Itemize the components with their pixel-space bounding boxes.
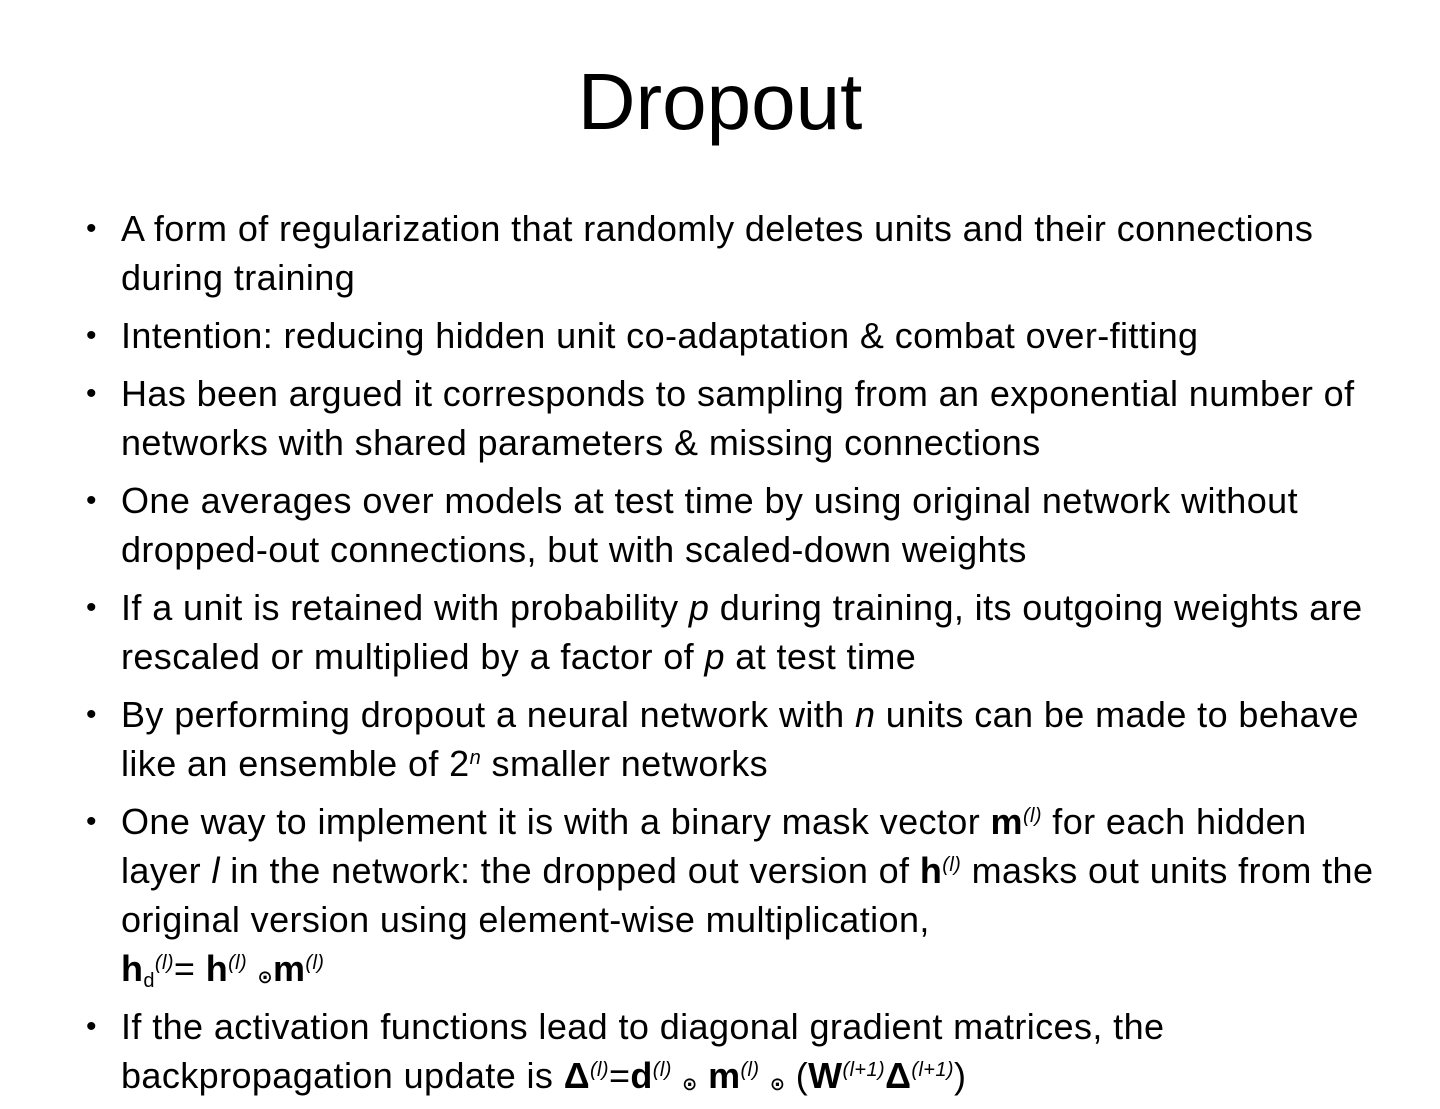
bullet-text: Has been argued it corresponds to sampling from an exponential number of networks with shared parameters & missing connections bbox=[121, 373, 1355, 463]
bullet-text: at test time bbox=[724, 636, 917, 677]
bullet-text: Intention: reducing hidden unit co-adaptation & combat over-fitting bbox=[121, 315, 1199, 356]
bullet-icon: • bbox=[86, 319, 97, 352]
bullet-text: during training, its outgoing weights are rescaled or multiplied by a factor of bbox=[121, 587, 1363, 677]
math-vector-m: m bbox=[990, 801, 1023, 842]
math-superscript-l-plus-1: (l+1) bbox=[842, 1059, 886, 1081]
math-vector-h: h bbox=[121, 948, 144, 989]
math-superscript-l: (l) bbox=[590, 1059, 609, 1081]
elementwise-product-icon: ⊙ bbox=[682, 1074, 698, 1094]
math-vector-m: m bbox=[708, 1055, 741, 1096]
math-superscript-l: (l) bbox=[652, 1059, 672, 1081]
bullet-item bbox=[86, 476, 1386, 574]
bullet-text: units can be made to behave like an ensemble of 2 bbox=[121, 694, 1359, 784]
bullet-text: for each hidden layer bbox=[121, 801, 1307, 891]
math-paren-open: ( bbox=[795, 1055, 809, 1096]
math-equals: = bbox=[608, 1055, 631, 1096]
math-superscript-l-plus-1: (l+1) bbox=[911, 1059, 954, 1081]
bullet-text: in the network: the dropped out version of bbox=[219, 850, 920, 891]
bullet-item bbox=[86, 690, 1386, 788]
math-var-l: l bbox=[211, 850, 220, 891]
math-var-n: n bbox=[854, 694, 876, 735]
bullet-item bbox=[86, 1002, 1386, 1100]
elementwise-product-icon: ⊙ bbox=[769, 1074, 786, 1094]
bullet-icon: • bbox=[86, 805, 97, 838]
slide-title: Dropout bbox=[577, 57, 863, 146]
math-delta: Δ bbox=[563, 1055, 590, 1096]
bullet-item bbox=[86, 204, 1386, 302]
bullet-item bbox=[86, 797, 1386, 993]
math-subscript-d: d bbox=[143, 970, 155, 992]
bullet-text: If a unit is retained with probability bbox=[121, 587, 689, 628]
math-paren-close: ) bbox=[953, 1055, 967, 1096]
bullet-text: One averages over models at test time by using original network without dropped-out connections, but with scaled-down weights bbox=[121, 480, 1298, 570]
bullet-list bbox=[86, 204, 1386, 1109]
math-equals: = bbox=[173, 948, 206, 989]
math-matrix-w: W bbox=[808, 1055, 843, 1096]
bullet-icon: • bbox=[86, 212, 97, 245]
math-var-p: p bbox=[688, 587, 710, 628]
bullet-item bbox=[86, 311, 1386, 360]
bullet-item bbox=[86, 369, 1386, 467]
bullet-text: masks out units from the original version using element-wise multiplication, bbox=[121, 850, 1374, 940]
bullet-icon: • bbox=[86, 484, 97, 517]
math-var-p: p bbox=[704, 636, 725, 677]
math-superscript-l: (l) bbox=[154, 952, 174, 974]
math-vector-d: d bbox=[630, 1055, 653, 1096]
math-vector-m: m bbox=[272, 948, 306, 989]
bullet-icon: • bbox=[86, 377, 97, 410]
bullet-text: If the activation functions lead to diagonal gradient matrices, the backpropagation update is bbox=[121, 1006, 1165, 1096]
bullet-text: smaller networks bbox=[481, 743, 769, 784]
math-delta: Δ bbox=[885, 1055, 912, 1096]
math-vector-h: h bbox=[205, 948, 229, 989]
elementwise-product-icon: ⊙ bbox=[257, 967, 273, 987]
math-superscript-l: (l) bbox=[740, 1059, 760, 1081]
math-superscript-l: (l) bbox=[228, 952, 248, 974]
bullet-icon: • bbox=[86, 1010, 97, 1043]
bullet-icon: • bbox=[86, 698, 97, 731]
bullet-item bbox=[86, 583, 1386, 681]
bullet-text: One way to implement it is with a binary mask vector bbox=[121, 801, 991, 842]
math-superscript-l: (l) bbox=[305, 952, 325, 974]
math-vector-h: h bbox=[919, 850, 943, 891]
bullet-text: By performing dropout a neural network with bbox=[121, 694, 855, 735]
math-exponent-n: n bbox=[469, 747, 482, 769]
math-superscript-l: (l) bbox=[1022, 805, 1042, 827]
math-superscript-l: (l) bbox=[942, 854, 962, 876]
bullet-text: A form of regularization that randomly deletes units and their connections during training bbox=[121, 208, 1314, 298]
bullet-icon: • bbox=[86, 591, 97, 624]
